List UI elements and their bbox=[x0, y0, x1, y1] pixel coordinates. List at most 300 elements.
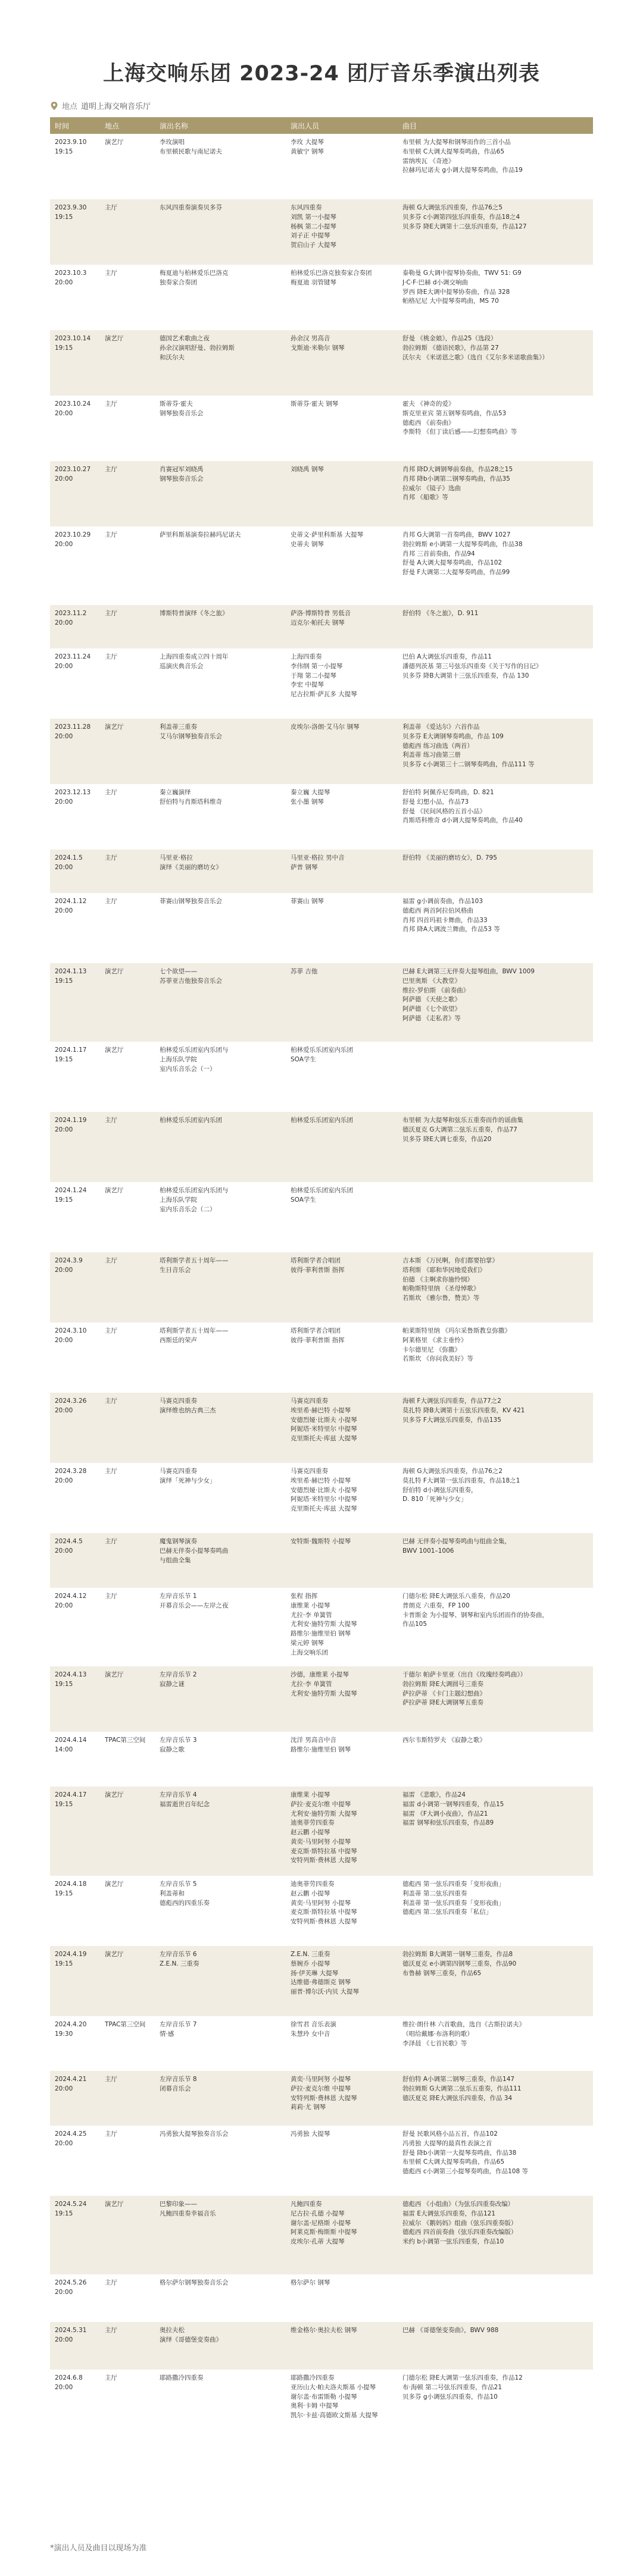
cell-program-name bbox=[155, 134, 286, 199]
cell-venue bbox=[100, 893, 155, 963]
cell-time bbox=[50, 1042, 100, 1112]
performer-line: 张程 指挥 bbox=[291, 1593, 318, 1600]
cell-time bbox=[50, 1533, 100, 1588]
program-name-line: 演绎「死神与少女」 bbox=[160, 1477, 216, 1484]
program-name-line: 室内乐音乐会（一） bbox=[160, 1065, 216, 1073]
cell-time bbox=[50, 2016, 100, 2071]
repertoire-line: 福雷 钢琴和弦乐四重奏，作品89 bbox=[402, 1819, 494, 1827]
program-name-line: 博斯特普演绎《冬之旅》 bbox=[160, 610, 229, 617]
cell-venue bbox=[100, 2071, 155, 2126]
cell-time bbox=[50, 893, 100, 963]
performer-line: 梁元婷 钢琴 bbox=[291, 1639, 324, 1647]
cell-repertoire bbox=[398, 1463, 593, 1533]
venue-name: 主厅 bbox=[105, 1538, 117, 1545]
event-date: 2024.5.26 bbox=[55, 2279, 87, 2286]
cell-performers bbox=[286, 648, 398, 719]
cell-venue bbox=[100, 1732, 155, 1787]
venue-name: 演艺厅 bbox=[105, 139, 124, 146]
cell-performers bbox=[286, 527, 398, 605]
cell-venue bbox=[100, 1876, 155, 1946]
performer-line: 秦立巍 大提琴 bbox=[291, 789, 330, 796]
cell-performers bbox=[286, 461, 398, 527]
event-date: 2024.1.17 bbox=[55, 1046, 87, 1054]
cell-venue bbox=[100, 2370, 155, 2440]
cell-performers bbox=[286, 2071, 398, 2126]
repertoire-line: 舒曼 幻想小品，作品73 bbox=[402, 798, 469, 806]
performer-line: 李玫 大提琴 bbox=[291, 139, 324, 146]
program-name-line: 左岸音乐节 8 bbox=[160, 2076, 197, 2083]
program-name-line: 柏林爱乐乐团室内乐团 bbox=[160, 1117, 222, 1124]
cell-performers bbox=[286, 1252, 398, 1323]
repertoire-line: 勃拉姆斯 《德语民歌》，作品第 27 bbox=[402, 344, 499, 352]
repertoire-line: 罗西 降E大调中提琴协奏曲，作品 328 bbox=[402, 288, 510, 296]
repertoire-line: 普朗克 六重奏，FP 100 bbox=[402, 1602, 470, 1609]
cell-performers bbox=[286, 1393, 398, 1463]
performer-line: 萨普 钢琴 bbox=[291, 863, 318, 871]
repertoire-line: 海顿 F大调弦乐四重奏，作品77之2 bbox=[402, 1397, 501, 1405]
repertoire-line: 肖邦 降D大调钢琴前奏曲，作品28之15 bbox=[402, 466, 513, 473]
performer-line: 尤利安·施特劳斯 大提琴 bbox=[291, 1621, 357, 1628]
cell-venue bbox=[100, 527, 155, 605]
cell-repertoire bbox=[398, 1787, 593, 1876]
repertoire-line: 若斯坎 《雅尔鲁，赞美》等 bbox=[402, 1295, 480, 1302]
venue-name: 主厅 bbox=[105, 1117, 117, 1124]
repertoire-line: 勃拉姆斯 降E大调圆号三重奏 bbox=[402, 1680, 483, 1688]
table-row bbox=[50, 330, 593, 396]
repertoire-line: 德彪西 《小组曲》（为弦乐四重奏改编） bbox=[402, 2201, 514, 2208]
performer-line: 苏菲 吉他 bbox=[291, 968, 318, 975]
cell-program-name bbox=[155, 2370, 286, 2440]
cell-performers bbox=[286, 1323, 398, 1393]
cell-time bbox=[50, 2274, 100, 2322]
performer-line: 梅夏迪 羽管键琴 bbox=[291, 278, 336, 286]
performer-line: 刘凯 第一小提琴 bbox=[291, 213, 336, 221]
performer-line: 冯勇独 大提琴 bbox=[291, 2130, 330, 2138]
performer-line: 斯蒂芬·霍夫 钢琴 bbox=[291, 400, 339, 408]
performer-line: 康维莱 小提琴 bbox=[291, 1791, 330, 1798]
performer-line: 尼古拉·孔德 小提琴 bbox=[291, 2210, 345, 2217]
repertoire-line: 肖邦 降A大调波兰舞曲，作品53 等 bbox=[402, 926, 500, 933]
program-rows bbox=[50, 134, 593, 2440]
cell-performers bbox=[286, 1588, 398, 1666]
cell-time bbox=[50, 963, 100, 1042]
repertoire-line: 利盖蒂 第一弦乐四重奏「变形夜曲」 bbox=[402, 1899, 505, 1907]
program-name-line: 塔利斯学者五十周年—— bbox=[160, 1257, 229, 1264]
event-start-time: 20:00 bbox=[55, 1477, 73, 1484]
cell-program-name bbox=[155, 461, 286, 527]
performer-line: 萨洛·博斯特普 男低音 bbox=[291, 610, 351, 617]
performer-line: 康维莱 小提琴 bbox=[291, 1602, 330, 1609]
event-date: 2023.10.3 bbox=[55, 269, 87, 277]
cell-time bbox=[50, 605, 100, 648]
repertoire-line: 贝多芬 降E大调七重奏，作品20 bbox=[402, 1135, 492, 1143]
repertoire-line: BWV 1001–1006 bbox=[402, 1547, 454, 1555]
program-name-line: 秦立巍演绎 bbox=[160, 789, 191, 796]
cell-venue bbox=[100, 396, 155, 461]
event-start-time: 20:00 bbox=[55, 732, 73, 740]
cell-repertoire bbox=[398, 2274, 593, 2322]
header-venue: 地点 bbox=[100, 117, 155, 134]
performer-line: 维金格尔·奥拉夫松 钢琴 bbox=[291, 2327, 357, 2334]
event-date: 2023.11.24 bbox=[55, 653, 91, 660]
performer-line: 凡鲍四重奏 bbox=[291, 2201, 322, 2208]
cell-repertoire bbox=[398, 963, 593, 1042]
cell-venue bbox=[100, 719, 155, 784]
cell-performers bbox=[286, 963, 398, 1042]
event-date: 2024.4.13 bbox=[55, 1671, 87, 1678]
repertoire-line: 舒伯特 《美丽的磨坊女》，D. 795 bbox=[402, 854, 497, 861]
repertoire-line: 巴伯 A大调弦乐四重奏，作品11 bbox=[402, 653, 492, 660]
venue-name: TPAC第三空间 bbox=[105, 2021, 146, 2028]
performer-line: 张小墨 钢琴 bbox=[291, 798, 324, 806]
cell-repertoire bbox=[398, 2126, 593, 2196]
repertoire-line: 于德尔 帕萨卡里亚（出自《玫瑰经奏鸣曲》） bbox=[402, 1671, 527, 1678]
table-row bbox=[50, 134, 593, 199]
event-start-time: 20:00 bbox=[55, 798, 73, 806]
event-date: 2024.4.20 bbox=[55, 2021, 87, 2028]
event-date: 2024.3.26 bbox=[55, 1397, 87, 1405]
venue-name: 演艺厅 bbox=[105, 1881, 124, 1888]
cell-program-name bbox=[155, 2016, 286, 2071]
repertoire-line: 舒曼 《民间风格的五首小品》 bbox=[402, 807, 486, 815]
program-name-line: 梅夏迪与柏林爱乐巴洛克 bbox=[160, 269, 229, 277]
performer-line: 路维尔·施维里伯 钢琴 bbox=[291, 1630, 351, 1637]
cell-time bbox=[50, 396, 100, 461]
venue-name: 演艺厅 bbox=[105, 1046, 124, 1054]
repertoire-line: 帕莱斯特里纳 《玛尔采鲁斯教皇弥撒》 bbox=[402, 1327, 511, 1334]
program-name-line: 柏林爱乐乐团室内乐团与 bbox=[160, 1046, 229, 1054]
cell-performers bbox=[286, 396, 398, 461]
venue-name: 主厅 bbox=[105, 2374, 117, 2381]
event-start-time: 20:00 bbox=[55, 1547, 73, 1555]
event-date: 2024.4.25 bbox=[55, 2130, 87, 2138]
repertoire-line: 莫扎特 F大调第一弦乐四重奏，作品18之1 bbox=[402, 1477, 520, 1484]
cell-performers bbox=[286, 605, 398, 648]
event-date: 2024.3.9 bbox=[55, 1257, 83, 1264]
venue-name: 主厅 bbox=[105, 1257, 117, 1264]
event-date: 2024.3.28 bbox=[55, 1468, 87, 1475]
performer-line: 赵云鹏 小提琴 bbox=[291, 1829, 330, 1836]
repertoire-line: 布里顿 C大调大提琴奏鸣曲，作品65 bbox=[402, 148, 505, 155]
cell-time bbox=[50, 1588, 100, 1666]
venue-name: 主厅 bbox=[105, 2076, 117, 2083]
cell-performers bbox=[286, 719, 398, 784]
cell-program-name bbox=[155, 648, 286, 719]
cell-repertoire bbox=[398, 2322, 593, 2370]
program-name-line: 马赛克四重奏 bbox=[160, 1397, 197, 1405]
venue-name: 演艺厅 bbox=[105, 1951, 124, 1958]
performer-line: 埃里希·赫巴特 小提琴 bbox=[291, 1477, 351, 1484]
table-row bbox=[50, 893, 593, 963]
table-row bbox=[50, 719, 593, 784]
program-name-line: 巴赫无伴奏小提琴奏鸣曲 bbox=[160, 1547, 229, 1555]
program-name-line: 李玫演唱 bbox=[160, 139, 185, 146]
cell-venue bbox=[100, 1463, 155, 1533]
event-start-time: 19:15 bbox=[55, 1889, 73, 1897]
cell-time bbox=[50, 1463, 100, 1533]
repertoire-line: 斯克里亚宾 第五钢琴奏鸣曲，作品53 bbox=[402, 409, 507, 417]
footnote: *演出人员及曲目以现场为准 bbox=[50, 2544, 147, 2553]
program-name-line: 寂静之谜 bbox=[160, 1680, 185, 1688]
venue-name: 演艺厅 bbox=[105, 1671, 124, 1678]
event-start-time: 20:00 bbox=[55, 1406, 73, 1414]
cell-repertoire bbox=[398, 1533, 593, 1588]
program-name-line: 布里顿民歌与南尼诺夫 bbox=[160, 148, 222, 155]
repertoire-line: 拉威尔 《鹅妈妈》组曲（弦乐四重奏版） bbox=[402, 2219, 517, 2227]
table-row bbox=[50, 605, 593, 648]
repertoire-line: （唱给戴娜·布洛利的歌） bbox=[402, 2030, 473, 2038]
venue-name: 主厅 bbox=[105, 1327, 117, 1334]
performer-line: SOA学生 bbox=[291, 1055, 316, 1063]
program-name-line: 福雷逝世百年纪念 bbox=[160, 1800, 210, 1808]
performer-line: 彼得·菲利普斯 指挥 bbox=[291, 1266, 345, 1274]
performer-line: 阿妮塔·米特里尔 中提琴 bbox=[291, 1496, 357, 1503]
page-title: 上海交响乐团 2023-24 团厅音乐季演出列表 bbox=[102, 62, 541, 86]
cell-venue bbox=[100, 2274, 155, 2322]
program-name-line: 东风四重奏演奏贝多芬 bbox=[160, 204, 222, 211]
performer-line: 路维尔·施维里伯 钢琴 bbox=[291, 1745, 351, 1753]
program-name-line: 七个欲望—— bbox=[160, 968, 197, 975]
venue-name: 主厅 bbox=[105, 400, 117, 408]
repertoire-line: 西尔韦斯特罗夫 《寂静之歌》 bbox=[402, 1737, 486, 1744]
performer-line: 戈斯迪·米勒尔 钢琴 bbox=[291, 344, 345, 352]
table-row bbox=[50, 2126, 593, 2196]
table-row bbox=[50, 1588, 593, 1666]
repertoire-line: 米约 b小调第一弦乐四重奏，作品10 bbox=[402, 2238, 504, 2245]
cell-venue bbox=[100, 1252, 155, 1323]
performer-line: 杨枫 第二小提琴 bbox=[291, 222, 336, 230]
cell-time bbox=[50, 265, 100, 330]
cell-venue bbox=[100, 963, 155, 1042]
event-start-time: 19:15 bbox=[55, 1680, 73, 1688]
cell-repertoire bbox=[398, 134, 593, 199]
table-row bbox=[50, 1393, 593, 1463]
cell-program-name bbox=[155, 719, 286, 784]
cell-repertoire bbox=[398, 2370, 593, 2440]
cell-time bbox=[50, 648, 100, 719]
performer-line: 安特列斯·费林恩 大提琴 bbox=[291, 2094, 357, 2102]
table-row bbox=[50, 1533, 593, 1588]
repertoire-line: 肖邦 四首玛祖卡舞曲，作品33 bbox=[402, 916, 488, 924]
event-date: 2023.12.13 bbox=[55, 789, 91, 796]
event-start-time: 20:00 bbox=[55, 540, 73, 548]
performer-line: 上海交响乐团 bbox=[291, 1649, 328, 1656]
program-name-line: 马赛克四重奏 bbox=[160, 1468, 197, 1475]
performer-line: 克里斯托夫·库兹 大提琴 bbox=[291, 1435, 357, 1442]
cell-time bbox=[50, 134, 100, 199]
repertoire-line: 莫扎特 降B大调第十五弦乐四重奏，KV 421 bbox=[402, 1406, 525, 1414]
cell-program-name bbox=[155, 1252, 286, 1323]
repertoire-line: 福雷 《悲歌》，作品24 bbox=[402, 1791, 466, 1798]
venue-name: 主厅 bbox=[105, 1593, 117, 1600]
repertoire-line: 福雷 d小调第一钢琴四重奏，作品15 bbox=[402, 1800, 504, 1808]
performer-line: 安特列斯·费林恩 大提琴 bbox=[291, 1857, 357, 1864]
cell-performers bbox=[286, 2370, 398, 2440]
repertoire-line: 福雷 《F大调小夜曲》，作品21 bbox=[402, 1810, 488, 1817]
event-date: 2024.1.13 bbox=[55, 968, 87, 975]
venue-name: 主厅 bbox=[105, 854, 117, 861]
repertoire-line: 布鲁赫 钢琴三重奏，作品65 bbox=[402, 1969, 482, 1977]
cell-venue bbox=[100, 850, 155, 893]
repertoire-line: 卡尔德里尼 《弥撒》 bbox=[402, 1346, 461, 1353]
repertoire-line: 舒伯特 阿佩乔尼奏鸣曲，D. 821 bbox=[402, 789, 494, 796]
venue-name: 主厅 bbox=[105, 204, 117, 211]
cell-venue bbox=[100, 1533, 155, 1588]
performer-line: 阿莱克斯·梅斯斯 中提琴 bbox=[291, 2229, 357, 2236]
repertoire-line: 李泽晨 《七首民歌》等 bbox=[402, 2039, 467, 2047]
event-start-time: 19:15 bbox=[55, 1055, 73, 1063]
table-row bbox=[50, 1252, 593, 1323]
cell-repertoire bbox=[398, 1946, 593, 2016]
repertoire-line: 福雷 E大调弦乐四重奏，作品121 bbox=[402, 2210, 496, 2217]
program-name-line: 左岸音乐节 1 bbox=[160, 1593, 197, 1600]
cell-time bbox=[50, 461, 100, 527]
cell-repertoire bbox=[398, 2071, 593, 2126]
venue-name: 演艺厅 bbox=[105, 968, 124, 975]
program-name-line: 苏菲亚吉他独奏音乐会 bbox=[160, 977, 222, 985]
repertoire-line: 贝多芬 g小调弦乐四重奏，作品10 bbox=[402, 2393, 498, 2400]
event-start-time: 20:00 bbox=[55, 2336, 73, 2343]
venue-name: TPAC第三空间 bbox=[105, 1737, 146, 1744]
performer-line: Z.E.N. 三重奏 bbox=[291, 1951, 330, 1958]
repertoire-line: 肖邦 《船歌》等 bbox=[402, 494, 448, 502]
venue-name: 主厅 bbox=[105, 466, 117, 473]
cell-program-name bbox=[155, 1666, 286, 1732]
cell-venue bbox=[100, 134, 155, 199]
cell-venue bbox=[100, 2126, 155, 2196]
repertoire-line: 勃拉姆斯 G大调第二弦乐五重奏，作品111 bbox=[402, 2085, 522, 2092]
event-start-time: 19:15 bbox=[55, 1196, 73, 1204]
program-name-line: 萨里科斯基演奏拉赫玛尼诺夫 bbox=[160, 531, 241, 538]
repertoire-line: 萨拉萨蒂 降E大调钢琴五重奏 bbox=[402, 1699, 483, 1707]
repertoire-line: 阿萨德 《走私者》等 bbox=[402, 1014, 461, 1022]
event-date: 2024.3.10 bbox=[55, 1327, 87, 1334]
repertoire-line: 雷纳埃瓦 《奇迹》 bbox=[402, 157, 455, 165]
performer-line: 皮埃尔-洛朗·艾马尔 钢琴 bbox=[291, 723, 360, 731]
table-row bbox=[50, 461, 593, 527]
repertoire-line: 德彪西 《前奏曲》 bbox=[402, 419, 455, 427]
repertoire-line: 帕勒斯特里纳 《圣母悼歌》 bbox=[402, 1285, 480, 1293]
event-date: 2024.4.14 bbox=[55, 1737, 87, 1744]
table-row bbox=[50, 527, 593, 605]
cell-venue bbox=[100, 1588, 155, 1666]
repertoire-line: 肖邦 G大调第一首奏鸣曲，BWV 1027 bbox=[402, 531, 511, 538]
table-row bbox=[50, 648, 593, 719]
cell-venue bbox=[100, 1946, 155, 2016]
performer-line: 沙德，康维莱 小提琴 bbox=[291, 1671, 349, 1678]
event-date: 2024.4.5 bbox=[55, 1538, 83, 1545]
cell-time bbox=[50, 2322, 100, 2370]
cell-performers bbox=[286, 1182, 398, 1252]
repertoire-line: 阿萨德 《天使之歌》 bbox=[402, 996, 461, 1004]
performer-line: 柏林爱乐乐团室内乐团 bbox=[291, 1187, 353, 1194]
program-name-line: 孙余汉演唱舒曼、勃拉姆斯 bbox=[160, 344, 235, 352]
cell-performers bbox=[286, 1946, 398, 2016]
repertoire-line: 德沃夏克 降E大调弦乐四重奏，作品 34 bbox=[402, 2094, 513, 2102]
repertoire-line: 吉本斯 《万民啊，你们都要拍掌》 bbox=[402, 1257, 498, 1264]
table-row bbox=[50, 2016, 593, 2071]
repertoire-line: 舒伯特 d小调弦乐四重奏， bbox=[402, 1486, 477, 1494]
performer-line: 蔡婉乔 小提琴 bbox=[291, 1960, 330, 1967]
cell-program-name bbox=[155, 1787, 286, 1876]
performer-line: 于翔 第二小提琴 bbox=[291, 672, 336, 679]
performer-line: 阿妮塔·米特里尔 中提琴 bbox=[291, 1425, 357, 1433]
event-date: 2024.5.24 bbox=[55, 2201, 87, 2208]
performer-line: 赵云鹏 小提琴 bbox=[291, 1889, 330, 1897]
repertoire-line: 潘德列茨基 第三号弦乐四重奏《关于写作的日记》 bbox=[402, 662, 542, 670]
performer-line: 安特列斯·费林恩 大提琴 bbox=[291, 1918, 357, 1925]
performer-line: 丽普·博尔沃·内贝 大提琴 bbox=[291, 1988, 360, 1995]
event-date: 2023.10.27 bbox=[55, 466, 91, 473]
venue-name: 主厅 bbox=[105, 1468, 117, 1475]
cell-venue bbox=[100, 605, 155, 648]
table-row bbox=[50, 265, 593, 330]
cell-repertoire bbox=[398, 719, 593, 784]
repertoire-line: 德沃夏克 G大调第二弦乐五重奏，作品77 bbox=[402, 1126, 517, 1133]
performer-line: 刘晓禹 钢琴 bbox=[291, 466, 324, 473]
table-row bbox=[50, 1182, 593, 1252]
performer-line: 柏林爱乐巴洛克独奏家合奏团 bbox=[291, 269, 372, 277]
cell-venue bbox=[100, 2196, 155, 2274]
venue-name: 演艺厅 bbox=[105, 1791, 124, 1798]
performer-line: 上海四重奏 bbox=[291, 653, 322, 660]
event-date: 2023.10.29 bbox=[55, 531, 91, 538]
performer-line: 萨拉·麦克尔维 中提琴 bbox=[291, 2085, 351, 2092]
cell-performers bbox=[286, 2322, 398, 2370]
program-name-line: 左岸音乐节 5 bbox=[160, 1881, 197, 1888]
venue-name: 主厅 bbox=[105, 2130, 117, 2138]
event-date: 2024.4.17 bbox=[55, 1791, 87, 1798]
performer-line: 莉莉·尤 钢琴 bbox=[291, 2104, 326, 2111]
performer-line: 马赛克四重奏 bbox=[291, 1468, 328, 1475]
program-name-line: 左岸音乐节 3 bbox=[160, 1737, 197, 1744]
repertoire-line: 舒曼 民歌风格小品五首，作品102 bbox=[402, 2130, 498, 2138]
table-row bbox=[50, 963, 593, 1042]
cell-performers bbox=[286, 1112, 398, 1182]
event-date: 2023.10.14 bbox=[55, 335, 91, 342]
performer-line: 马里亚·格拉 男中音 bbox=[291, 854, 345, 861]
event-start-time: 20:00 bbox=[55, 1266, 73, 1274]
cell-time bbox=[50, 850, 100, 893]
cell-repertoire bbox=[398, 461, 593, 527]
repertoire-line: 布·海顿 第二号弦乐四重奏，作品21 bbox=[402, 2383, 502, 2391]
program-name-line: 上海四重奏成立四十周年 bbox=[160, 653, 229, 660]
event-start-time: 20:00 bbox=[55, 2139, 73, 2147]
table-row bbox=[50, 2071, 593, 2126]
table-row bbox=[50, 199, 593, 265]
cell-program-name bbox=[155, 893, 286, 963]
cell-program-name bbox=[155, 199, 286, 265]
performer-line: 安德烈娅·比斯夫 小提琴 bbox=[291, 1416, 357, 1424]
venue-name: 演艺厅 bbox=[105, 335, 124, 342]
table-row bbox=[50, 1732, 593, 1787]
program-name-line: 利盖蒂和 bbox=[160, 1889, 185, 1897]
cell-program-name bbox=[155, 1946, 286, 2016]
cell-performers bbox=[286, 1533, 398, 1588]
repertoire-line: 李斯特 《但丁读后感——幻想奏鸣曲》等 bbox=[402, 428, 517, 436]
repertoire-line: 伯德 《主啊求你施怜悯》 bbox=[402, 1276, 473, 1283]
cell-repertoire bbox=[398, 1666, 593, 1732]
cell-program-name bbox=[155, 1533, 286, 1588]
cell-time bbox=[50, 527, 100, 605]
repertoire-line: J·C·F·巴赫 d小调交响曲 bbox=[402, 278, 468, 286]
performer-line: 亚历山大·帕夫洛夫斯基 小提琴 bbox=[291, 2383, 376, 2391]
event-start-time: 19:15 bbox=[55, 1800, 73, 1808]
venue-name: 主厅 bbox=[105, 2279, 117, 2286]
event-start-time: 20:00 bbox=[55, 907, 73, 914]
event-start-time: 20:00 bbox=[55, 278, 73, 286]
cell-venue bbox=[100, 199, 155, 265]
